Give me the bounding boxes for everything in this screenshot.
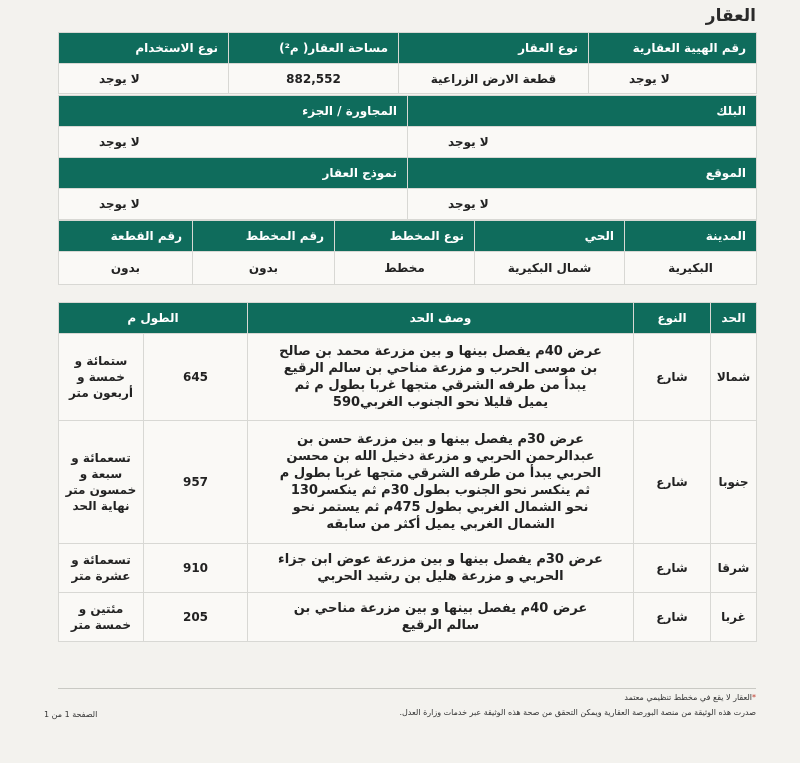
- page-title: العقار: [705, 6, 756, 26]
- value-block: لا يوجد: [408, 127, 757, 158]
- border-length-words: مئتين و خمسة متر: [59, 593, 144, 642]
- value-plan-number: بدون: [193, 252, 335, 285]
- table-row: [59, 334, 757, 421]
- footnote-star: *: [752, 693, 756, 702]
- value-plot-number: بدون: [59, 252, 193, 285]
- footer-note-plan: [624, 693, 756, 702]
- border-description: عرض 30م يفصل بينها و بين مزرعة حسن بن عبدالرحمن الحربي و مزرعة دخيل الله بن محسن الحربي يبدأ من طرفه الشرقي متجها غربا بطول م ثم ينكسر نحو الجنوب بطول 30م ثم ينكسر130 نحو الشمال الغربي بطول 475م ثم يستمر نحو الشمال الغربي يميل أكثر من سابقه: [248, 421, 634, 544]
- header-block: البلك: [408, 96, 757, 127]
- header-plot-number: رقم القطعة: [59, 221, 193, 252]
- header-property-model: نموذج العقار: [59, 158, 408, 189]
- border-side: غربا: [711, 593, 757, 642]
- border-description: عرض 30م يفصل بينها و بين مزرعة عوض ابن جزاء الحربي و مزرعة هليل بن رشيد الحربي: [248, 544, 634, 593]
- header-plan-number: رقم المخطط: [193, 221, 335, 252]
- border-length-words: ستمائة و خمسة و أربعون متر: [59, 334, 144, 421]
- header-border-side: الحد: [711, 303, 757, 334]
- location-model-table: [58, 157, 757, 220]
- value-property-type: قطعة الارض الزراعية: [399, 64, 589, 94]
- borders-table: [58, 302, 757, 642]
- footnote-text: العقار لا يقع في مخطط تنظيمي معتمد: [624, 693, 752, 702]
- header-property-type: نوع العقار: [399, 33, 589, 64]
- border-description: عرض 40م يفصل بينها و بين مزرعة محمد بن صالح بن موسى الحرب و مزرعة مناحي بن سالم الرقيع يبدأ من طرفه الشرقي متجها غربا بطول م ثم يميل قليلا نحو الجنوب الغربي590: [248, 334, 634, 421]
- table-row: [59, 593, 757, 642]
- value-district: شمال البكيرية: [475, 252, 625, 285]
- header-border-type: النوع: [634, 303, 711, 334]
- value-location: لا يوجد: [408, 189, 757, 220]
- border-type: شارع: [634, 593, 711, 642]
- value-usage-type: لا يوجد: [59, 64, 229, 94]
- value-registry-id: لا يوجد: [589, 64, 757, 94]
- table-row: [59, 544, 757, 593]
- border-side: شرقا: [711, 544, 757, 593]
- border-type: شارع: [634, 334, 711, 421]
- header-neighborhood-part: المجاورة / الجزء: [59, 96, 408, 127]
- property-info-table: [58, 32, 757, 94]
- value-property-area: 882,552: [229, 64, 399, 94]
- city-plan-table: [58, 220, 757, 285]
- header-location: الموقع: [408, 158, 757, 189]
- header-border-description: وصف الحد: [248, 303, 634, 334]
- value-property-model: لا يوجد: [59, 189, 408, 220]
- border-side: شمالا: [711, 334, 757, 421]
- border-description: عرض 40م يفصل بينها و بين مزرعة مناحي بن سالم الرقيع: [248, 593, 634, 642]
- border-length: 910: [144, 544, 248, 593]
- value-neighborhood-part: لا يوجد: [59, 127, 408, 158]
- header-registry-id: رقم الهيية العقارية: [589, 33, 757, 64]
- table-row: [59, 421, 757, 544]
- header-plan-type: نوع المخطط: [335, 221, 475, 252]
- border-length: 957: [144, 421, 248, 544]
- border-type: شارع: [634, 544, 711, 593]
- value-plan-type: مخطط: [335, 252, 475, 285]
- footer-divider: [58, 688, 756, 689]
- border-length: 205: [144, 593, 248, 642]
- header-usage-type: نوع الاستخدام: [59, 33, 229, 64]
- border-side: جنوبا: [711, 421, 757, 544]
- border-length-words: تسعمائة و سبعة و خمسون متر نهاية الحد: [59, 421, 144, 544]
- header-district: الحي: [475, 221, 625, 252]
- block-neighborhood-table: [58, 95, 757, 158]
- header-border-length: الطول م: [59, 303, 248, 334]
- border-type: شارع: [634, 421, 711, 544]
- header-property-area: مساحة العقار( م²): [229, 33, 399, 64]
- border-length: 645: [144, 334, 248, 421]
- footer-note-verification: صدرت هذه الوثيقة من منصة البورصة العقارية ويمكن التحقق من صحة هذه الوثيقة عبر خدمات وزارة العدل.: [399, 708, 756, 717]
- header-city: المدينة: [625, 221, 757, 252]
- page-number: الصفحة 1 من 1: [44, 710, 98, 719]
- value-city: البكيرية: [625, 252, 757, 285]
- border-length-words: تسعمائة و عشرة متر: [59, 544, 144, 593]
